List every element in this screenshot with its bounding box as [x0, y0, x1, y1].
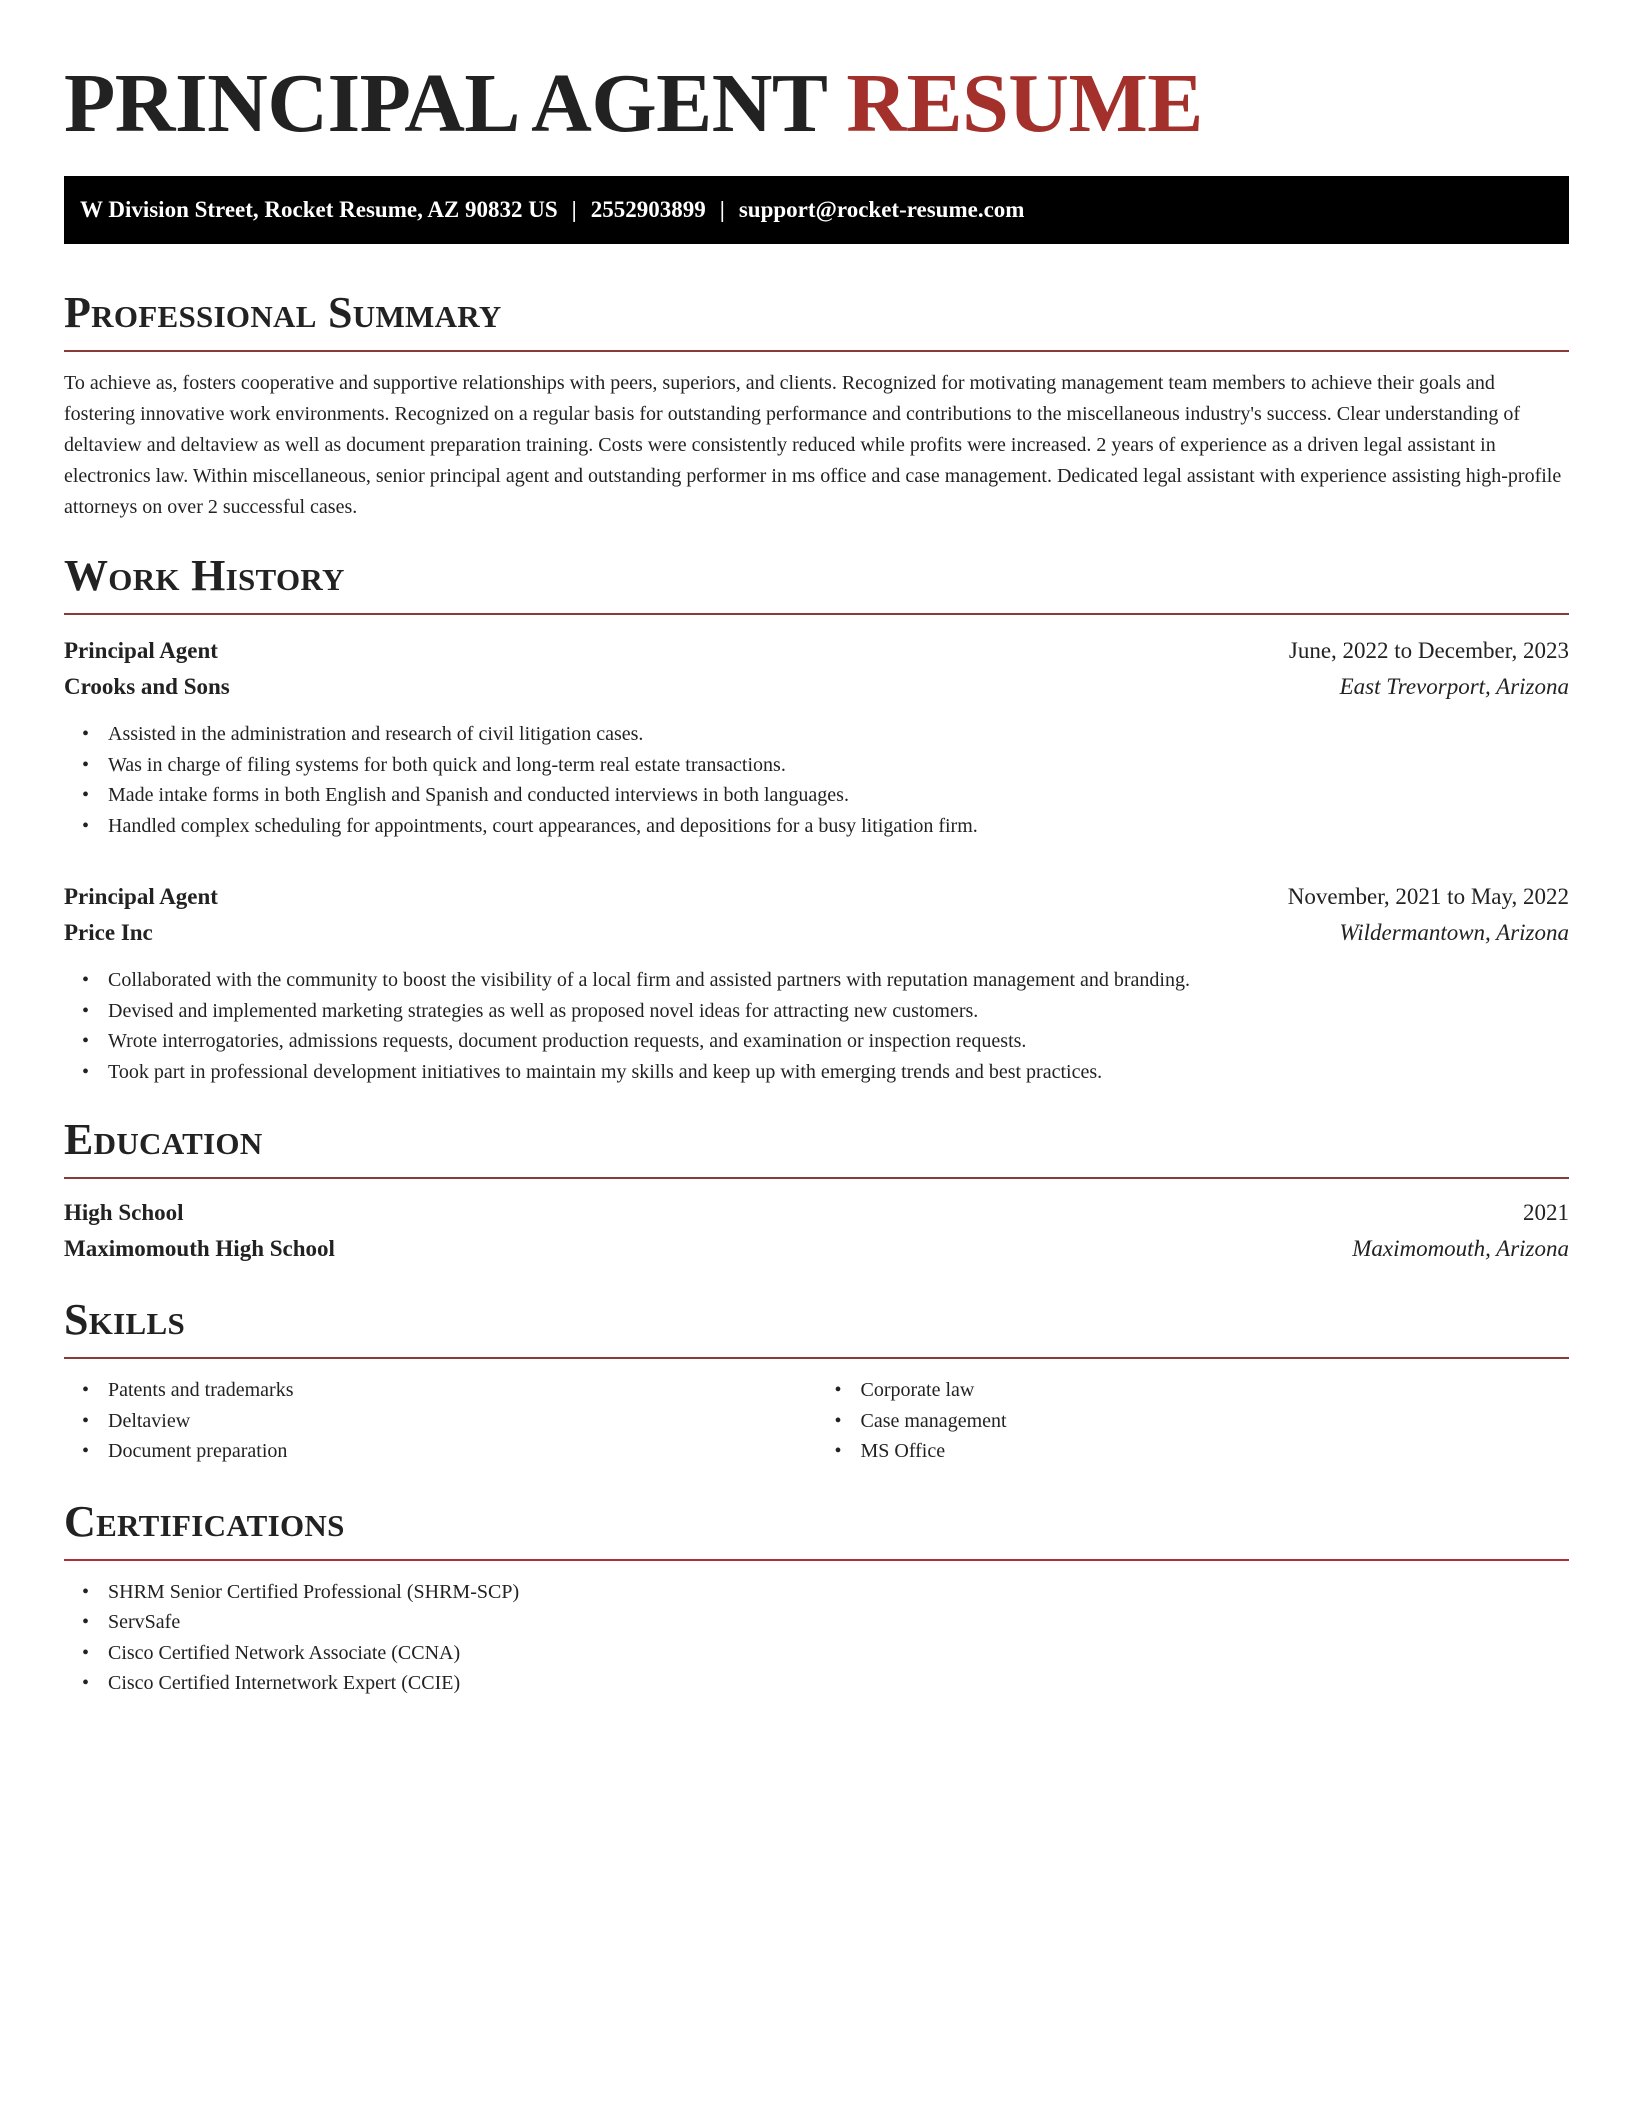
- section-divider: [64, 1177, 1569, 1179]
- job-company: Crooks and Sons: [64, 674, 230, 699]
- skill-item: • Deltaview: [108, 1406, 817, 1437]
- section-divider: [64, 1559, 1569, 1561]
- job-bullets: [64, 965, 1569, 1087]
- job-bullets: [64, 719, 1569, 841]
- summary-heading: Professional Summary: [64, 288, 502, 337]
- job-header-row: [64, 633, 1569, 669]
- education-header-row: [64, 1195, 1569, 1231]
- job-bullet: • Handled complex scheduling for appointments, court appearances, and depositions for a busy litigation firm.: [108, 811, 1569, 842]
- certification-item: • Cisco Certified Network Associate (CCNA): [108, 1638, 1569, 1669]
- education-school-row: [64, 1231, 1569, 1267]
- contact-bar: [64, 176, 1569, 244]
- certification-item: • ServSafe: [108, 1607, 1569, 1638]
- education-section: [64, 1115, 1569, 1267]
- job-entry: [64, 879, 1569, 1087]
- education-entry: [64, 1195, 1569, 1267]
- contact-address: W Division Street, Rocket Resume, AZ 90832 US: [80, 197, 558, 222]
- job-bullet: • Was in charge of filing systems for both quick and long-term real estate transactions.: [108, 750, 1569, 781]
- skills-heading: Skills: [64, 1295, 186, 1344]
- certification-item: • SHRM Senior Certified Professional (SHRM-SCP): [108, 1577, 1569, 1608]
- skill-item: • Patents and trademarks: [108, 1375, 817, 1406]
- job-header-row: [64, 879, 1569, 915]
- contact-separator: |: [719, 197, 725, 222]
- certifications-heading: Certifications: [64, 1496, 345, 1546]
- job-location: East Trevorport, Arizona: [1339, 674, 1569, 699]
- contact-separator: |: [571, 197, 577, 222]
- job-bullet: • Wrote interrogatories, admissions requests, document production requests, and examination or inspection requests.: [108, 1026, 1569, 1057]
- skills-section: [64, 1295, 1569, 1467]
- job-title: Principal Agent: [64, 884, 218, 909]
- education-degree: High School: [64, 1200, 184, 1225]
- contact-phone: 2552903899: [590, 197, 706, 222]
- skill-item: • Case management: [861, 1406, 1570, 1437]
- job-bullet: • Took part in professional development initiatives to maintain my skills and keep up with emerging trends and best practices.: [108, 1057, 1569, 1088]
- section-divider: [64, 350, 1569, 352]
- section-divider: [64, 613, 1569, 615]
- title-accent: RESUME: [846, 57, 1203, 150]
- certifications-list: [64, 1577, 1569, 1699]
- education-heading: Education: [64, 1115, 263, 1164]
- job-company: Price Inc: [64, 920, 153, 945]
- work-history-heading: Work History: [64, 551, 345, 600]
- skill-item: • MS Office: [861, 1436, 1570, 1467]
- education-year: 2021: [1523, 1200, 1569, 1225]
- title-main: PRINCIPAL AGENT: [64, 57, 826, 150]
- job-bullet: • Devised and implemented marketing strategies as well as proposed novel ideas for attracting new customers.: [108, 996, 1569, 1027]
- summary-text: To achieve as, fosters cooperative and supportive relationships with peers, superiors, and clients. Recognized for motivating management team members to achieve their goals and fostering innovative work environments. Recognized on a regular basis for outstanding performance and contributions to the miscellaneous industry's success. Clear understanding of deltaview and deltaview as well as document preparation training. Costs were consistently reduced while profits were increased. 2 years of experience as a driven legal assistant in electronics law. Within miscellaneous, senior principal agent and outstanding performer in ms office and case management. Dedicated legal assistant with experience assisting high-profile attorneys on over 2 successful cases.: [64, 372, 1562, 518]
- job-title: Principal Agent: [64, 638, 218, 663]
- resume-title: [64, 0, 1569, 150]
- skill-item: • Document preparation: [108, 1436, 817, 1467]
- summary-section: [64, 288, 1569, 523]
- skills-column-right: [817, 1375, 1570, 1467]
- contact-email: support@rocket-resume.com: [738, 197, 1025, 222]
- skills-grid: [64, 1375, 1569, 1467]
- job-bullet: • Made intake forms in both English and Spanish and conducted interviews in both languages.: [108, 780, 1569, 811]
- job-bullet: • Assisted in the administration and research of civil litigation cases.: [108, 719, 1569, 750]
- job-company-row: [64, 669, 1569, 705]
- job-entry: [64, 633, 1569, 841]
- work-history-section: [64, 551, 1569, 1087]
- skill-item: • Corporate law: [861, 1375, 1570, 1406]
- resume-content: [64, 0, 1569, 1699]
- skills-column-left: [64, 1375, 817, 1467]
- certification-item: • Cisco Certified Internetwork Expert (CCIE): [108, 1668, 1569, 1699]
- job-dates: November, 2021 to May, 2022: [1287, 884, 1569, 909]
- job-bullet: • Collaborated with the community to boost the visibility of a local firm and assisted partners with reputation management and branding.: [108, 965, 1569, 996]
- job-company-row: [64, 915, 1569, 951]
- certifications-section: [64, 1497, 1569, 1699]
- education-location: Maximomouth, Arizona: [1352, 1236, 1569, 1261]
- job-location: Wildermantown, Arizona: [1339, 920, 1569, 945]
- job-dates: June, 2022 to December, 2023: [1288, 638, 1569, 663]
- education-school: Maximomouth High School: [64, 1236, 335, 1261]
- section-divider: [64, 1357, 1569, 1359]
